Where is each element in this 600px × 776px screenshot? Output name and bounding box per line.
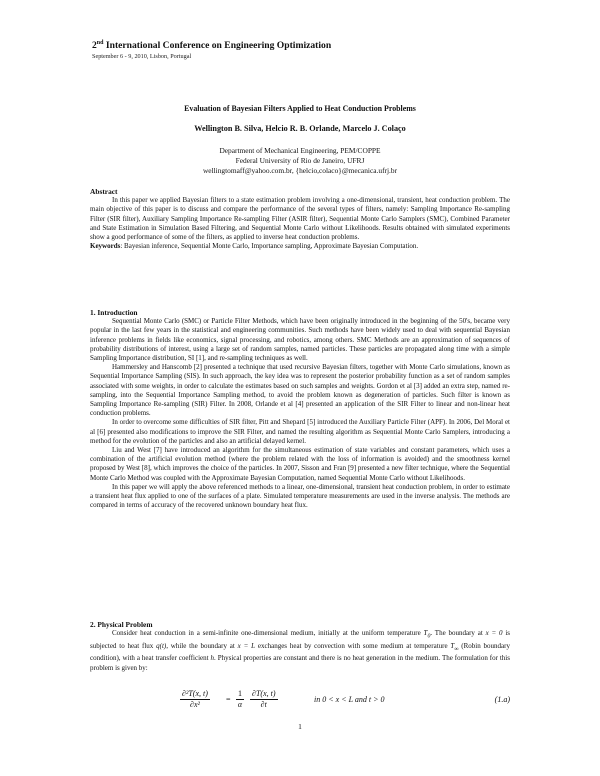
symbol-text: T (423, 629, 428, 638)
eq-rhs-denominator: ∂t (260, 700, 267, 709)
page-number: 1 (298, 722, 302, 731)
conference-title (92, 40, 331, 51)
paragraph: In this paper we will apply the above referenced methods to a linear, one-dimensional, transient heat conduction problem, in order to estimate a transient heat flux applied to one of the surfaces of a plate. Simulated temperature measurements are used in the inverse analysis. The methods are compared in terms of accuracy of the recovered unknown boundary heat flux. (90, 482, 510, 510)
eq-coefficient-denominator: α (237, 700, 243, 709)
physical-problem-heading: 2. Physical Problem (90, 620, 153, 629)
text-run: . Physical properties are constant and there is no heat generation in the medium. The formulation for this problem is given by: (90, 654, 510, 672)
paragraph: Sequential Monte Carlo (SMC) or Particle Filter Methods, which have been originally introduced in the beginning of the 50's, became very popular in the last few years in the statistical and engineering communities. Such methods have been widely used to deal with sequential Bayesian inference problems in fields like economics, signal processing, and robotics, among others. SMC Methods are an approximation of sequences of probability distributions of interest, using a large set of random samples, named particles. These particles are propagated along time with a simple Sampling Importance distribution, SI [1], and re-sampling techniques as well. (90, 317, 510, 363)
symbol-subscript: ∞ (454, 646, 459, 653)
eq-coefficient-numerator: 1 (238, 689, 242, 698)
keywords-line (90, 242, 510, 251)
affiliation-university: Federal University of Rio de Janeiro, UFRJ (235, 156, 365, 165)
conference-dates: September 6 - 9, 2010, Lisbon, Portugal (92, 53, 192, 60)
eq-coefficient-fraction (236, 689, 244, 710)
eq-domain: in 0 < x < L and t > 0 (314, 695, 385, 704)
eq-lhs-denominator: ∂x² (190, 700, 200, 709)
paragraph: Liu and West [7] have introduced an algorithm for the simultaneous estimation of state variables and constant parameters, which uses a combination of the artificial evolution method (where the problem related with the loss of information is avoided) and the smoothness kernel proposed by West [8], which improves the choice of the particles. In 2007, Sisson and Fran [9] presented a new filter technique, where the Sequential Monte Carlo Method was coupled with the Approximate Bayesian Computation, named Sequential Monte Carlo without Likelihoods. (90, 446, 510, 482)
introduction-section (90, 308, 510, 510)
paper-title: Evaluation of Bayesian Filters Applied to Heat Conduction Problems (184, 104, 416, 113)
text-run: . The boundary at (430, 629, 486, 638)
paper-authors: Wellington B. Silva, Helcio R. B. Orlande, Marcelo J. Colaço (194, 124, 406, 133)
text-run: exchanges heat by convection with some medium at temperature (255, 641, 451, 650)
physical-problem-section (90, 620, 510, 673)
paragraph: Hammersley and Hanscomb [2] presented a technique that used recursive Bayesian filters, together with Monte Carlo simulations, known as Sequential Importance Sampling (SIS). In such approach, the key idea was to represent the posterior probability function as a set of random samples associated with some weights, in order to calculate the estimates based on such samples and weights. Gordon et al [3] added an extra step, named re-sampling, into the Sequential Importance Sampling method, to avoid the problem known as degeneration of particles. Such filter is known as Sampling Importance Re-sampling (SIR) Filter. In 2008, Orlande et al [4] presented an application of the SIR Filter to linear and non-linear heat conduction problems. (90, 363, 510, 418)
eq-lhs-numerator: ∂²T(x, t) (182, 689, 208, 698)
eq-number: (1.a) (494, 695, 510, 704)
paragraph (90, 629, 510, 673)
keywords-text: : Bayesian inference, Sequential Monte Carlo, Importance sampling, Approximate Bayesian Computation. (120, 242, 419, 251)
symbol-text: T (450, 641, 455, 650)
conference-name: International Conference on Engineering Optimization (105, 40, 332, 52)
symbol-x0: x = 0 (485, 629, 503, 638)
abstract-text: In this paper we applied Bayesian filters to a state estimation problem involving a one-dimensional, transient, heat conduction problem. The main objective of this paper is to discuss and compare the performance of the several types of filters, namely: Sampling Importance Re-sampling Filter (SIR filter), Auxiliary Sampling Importance Re-sampling Filter (ASIR filter), Sequential Monte Carlo Samplers (SMC), Combined Parameter and State Estimation in Simulation Based Filtering, and Sequential Monte Carlo without Likelihoods. Results obtained with simulated experiments show a good performance of some of the filters, as applied to inverse heat conduction problems. (90, 196, 510, 242)
eq-lhs-fraction (180, 689, 210, 710)
symbol-xl: x = L (237, 641, 256, 650)
abstract-section (90, 187, 510, 251)
symbol-h: h (210, 654, 215, 663)
eq-rhs-numerator: ∂T(x, t) (252, 689, 276, 698)
affiliation-block (0, 146, 600, 176)
introduction-heading: 1. Introduction (90, 308, 138, 317)
keywords-label: Keywords (90, 242, 121, 251)
symbol-subscript: 0 (427, 633, 431, 640)
text-run: is subjected to heat flux (90, 629, 511, 650)
text-run: , while the boundary at (166, 641, 238, 650)
conference-ordinal: 2 (92, 40, 97, 52)
text-run: Consider heat conduction in a semi-infinite one-dimensional medium, initially at the uniform temperature (112, 629, 424, 638)
eq-rhs-fraction (250, 689, 278, 710)
symbol-qt: q(t) (156, 641, 167, 650)
conference-ordinal-suffix: nd (96, 40, 104, 46)
affiliation-department: Department of Mechanical Engineering, PEM/COPPE (219, 146, 381, 155)
equation-1a (180, 689, 510, 711)
eq-equals-sign: = (226, 695, 231, 704)
text-run: (Robin boundary condition), with a heat transfer coefficient (90, 641, 510, 663)
affiliation-emails: wellingtomaff@yahoo.com.br, {helcio,colaco}@mecanica.ufrj.br (202, 166, 398, 175)
paragraph: In order to overcome some difficulties of SIR filter, Pitt and Shepard [5] introduced the Auxiliary Particle Filter (APF). In 2006, Del Moral et al [6] presented also modifications to improve the SIR Filter, and named the resulting algorithm as Sequential Monte Carlo Samplers, introducing a method for the evolution of the particles and also an artificial delayed kernel. (90, 418, 510, 445)
abstract-heading: Abstract (90, 187, 118, 196)
